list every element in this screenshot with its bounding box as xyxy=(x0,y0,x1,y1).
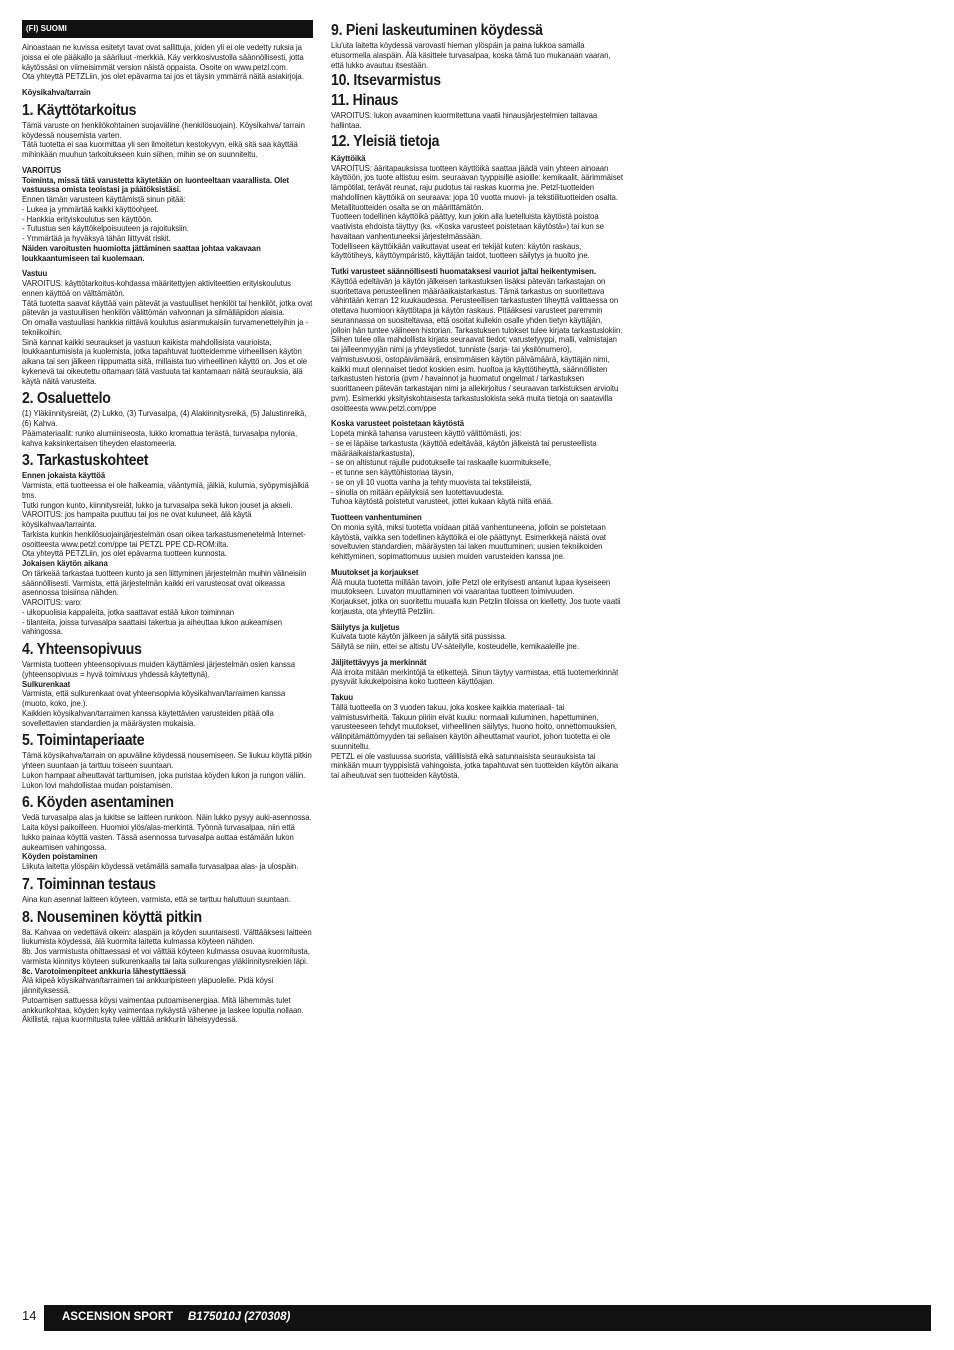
section-title: 8. Nouseminen köyttä pitkin xyxy=(22,908,202,926)
warning-text: Toiminta, missä tätä varustetta käytetään on luonteeltaan vaarallista. Olet vastuussa omista teoistasi ja päätöksistäsi. xyxy=(22,175,290,195)
footer-bar xyxy=(44,1305,931,1331)
paragraph: Tätä tuotetta ei saa kuormittaa yli sen ilmoitetun kestokyvyn, eikä sitä saa käyttää mihinkään muuhun tarkoitukseen kuin siihen, mihin se on suunniteltu. xyxy=(22,140,298,159)
paragraph: Vedä turvasalpa alas ja lukitse se laitteen runkoon. Näin lukko pysyy auki-asennossa. xyxy=(22,813,312,823)
paragraph: Älä muuta tuotetta millään tavoin, jolle Petzl ole erityisesti antanut lupaa kyseiseen muutokseen. Luvaton muuttaminen voi vaarantaa tuotteen toimivuuden. xyxy=(331,577,611,597)
paragraph: Lukon hampaat aiheuttavat tarttumisen, joka puristaa köyden lukon ja rungon väliin. Lukon lovi mahdollistaa mudan poistamisen. xyxy=(22,770,306,790)
paragraph: VAROITUS: ääritapauksissa tuotteen käyttöikä saattaa jäädä vain yhteen ainoaan käyttöön, jos tuote altistuu esim. seuraavan tyyppisille asioille: kemikaalit, äärimmäiset lämpötilat, terävät reunat, raju pudotus tai raskas kuorma jne. Petzl-tuotteiden mahdollinen käyttöikä on seuraava: jopa 10 vuotta muovi- ja tekstiilituotteiden osalta. Metallituotteiden osalta se on määrittämätön. xyxy=(331,163,623,212)
section-title: 2. Osaluettelo xyxy=(22,390,111,408)
list-item: - se ei läpäise tarkastusta (käyttöä edeltävää, käytön jälkeistä tai perusteellista määräaikaistarkastusta), xyxy=(331,438,597,458)
subheading: Vastuu xyxy=(22,269,48,279)
section-title: 12. Yleisiä tietoja xyxy=(331,132,440,150)
document-reference: B175010J (270308) xyxy=(188,1311,291,1323)
paragraph: Tutki rungon kunto, kiinnitysreiät, lukko ja turvasalpa sekä lukon jouset ja akseli. xyxy=(22,500,293,510)
list-item: - sinulla on mitään epäilyksiä sen luotettavuudesta. xyxy=(331,487,504,497)
paragraph: On omalla vastuullasi hankkia riittävä koulutus asianmukaisiin turvamenettelyihin ja -tekniikoihin. xyxy=(22,318,309,337)
paragraph: Älä irroita mitään merkintöjä ta etikettejä. Sinun täytyy varmistaa, että tuotemerkinnät pysyvät lukukelpoisina koko tuotteen käyttöajan. xyxy=(331,667,619,687)
list-item: - ulkopuolisia kappaleita, jotka saattavat estää lukon toiminnan xyxy=(22,607,235,617)
left-column xyxy=(22,20,313,1025)
subheading: Jokaisen käytön aikana xyxy=(22,559,108,568)
paragraph: VAROITUS: jos hampaita puuttuu tai jos ne ovat kuluneet, älä käytä köysikahvaa/tarrainta. xyxy=(22,510,252,529)
subheading: VAROITUS xyxy=(22,165,62,175)
subheading: 8c. Varotoimenpiteet ankkuria lähestyttäessä xyxy=(22,966,186,976)
paragraph: Tämä köysikahva/tarrain on apuväline köydessä nousemiseen. Se liukuu köyttä pitkin yhteen suuntaan ja tarttuu toiseen suuntaan. xyxy=(22,751,312,770)
section-title: 1. Käyttötarkoitus xyxy=(22,101,137,119)
subheading: Muutokset ja korjaukset xyxy=(331,567,419,577)
list-item: - se on altistunut rajulle pudotukselle tai raskaalle kuormitukselle, xyxy=(331,458,551,468)
paragraph: Tätä tuotetta saavat käyttää vain pätevät ja vastuulliset henkilöt tai henkilöt, jotka ovat pätevän ja vastuullisen henkilön välittömän valvonnan ja silmälläpidon alaisia. xyxy=(22,298,313,318)
paragraph: Laita köysi paikoilleen. Huomioi ylös/alas-merkintä. Työnnä turvasalpaa, niin että lukko painaa köyttä vasten. Tässä asennossa turvasalpa auttaa estämään lukon aukeamisen vahingossa. xyxy=(22,823,295,852)
subheading: Tutki varusteet säännöllisesti huomataksesi vauriot ja/tai heikentymisen. xyxy=(331,267,596,276)
paragraph: Kaikkien köysikahvan/tarraimen kanssa käytettävien varusteiden pitää olla sovellettavien standardien ja määräysten mukaisia. xyxy=(22,708,274,728)
list-item: - tilanteita, joissa turvasalpa saattaisi takertua ja aiheuttaa lukon aukeamisen vahingossa. xyxy=(22,617,283,637)
paragraph: Tuotteen todellinen käyttöikä päättyy, kun jokin alla luetelluista käytöstä poistoa vaativista ehdoista täyttyy (ks. «Koska varusteet poistetaan käytöstä») tai kun se havaitaan vanhentuneeksi järjestelmässään. xyxy=(331,212,604,241)
subheading: Koska varusteet poistetaan käytöstä xyxy=(331,419,465,429)
paragraph: Aina kun asennat laitteen köyteen, varmista, että se tarttuu haluttuun suuntaan. xyxy=(22,894,291,904)
paragraph: VAROITUS: lukon avaaminen kuormitettuna vaatii hinausjärjestelmien taitavaa hallintaa. xyxy=(331,111,598,130)
subheading: Säilytys ja kuljetus xyxy=(331,622,400,632)
paragraph: Varmista, että sulkurenkaat ovat yhteensopivia köysikahvan/tarraimen kanssa (muoto, koko, jne.). xyxy=(22,689,286,708)
section-title: 11. Hinaus xyxy=(331,92,399,110)
paragraph: VAROITUS: varo: xyxy=(22,598,83,607)
paragraph: Korjaukset, jotka on suoritettu muualla kuin Petzlin tiloissa on kielletty. Jos tuote vaatii korjausta, ota yhteyttä Petzliin. xyxy=(331,597,621,616)
paragraph: Varmista tuotteen yhteensopivuus muiden käyttämiesi järjestelmän osien kanssa (yhteensopivuus = hyvä toimivuus yhdessä käytettynä). xyxy=(22,660,296,679)
paragraph: Tuhoa käytöstä poistetut varusteet, jottei kukaan käytä niitä enää. xyxy=(331,497,553,507)
paragraph: Äkillistä, rajua kuormitusta tulee välttää ankkurin läheisyydessä. xyxy=(22,1015,238,1025)
intro-paragraph: Ota yhteyttä PETZLiin, jos olet epävarma tai jos et täysin ymmärrä näitä asiakirjoja. xyxy=(22,72,304,82)
paragraph: Älä kiipeä köysikahvan/tarraimen tai ankkuripisteen yläpuolelle. Pidä köysi jännityksessä. xyxy=(22,976,274,995)
warning-text: Näiden varoitusten huomiotta jättäminen saattaa johtaa vakavaan loukkaantumiseen tai kuolemaan. xyxy=(22,243,261,263)
paragraph: Varmista, että tuotteessa ei ole halkeamia, vääntymiä, jälkiä, kulumia, syöpymisjälkiä tms. xyxy=(22,481,309,500)
paragraph: Sinä kannat kaikki seuraukset ja vastuun kaikista mahdollisista vaurioista, loukkaantumisista ja kuolemista, jotka tapahtuvat tuotteidemme virheellisen käytön aikana tai sen jälkeen riippumatta siitä, millaista tuo virheellinen käyttö on. Jos et ole kykenevä tai oikeutettu ottamaan tätä vastuuta tai kantamaan näitä seurauksia, älä käytä näitä varusteita. xyxy=(22,337,308,386)
subheading: Käyttöikä xyxy=(331,153,366,163)
paragraph: PETZL ei ole vastuussa suorista, välillisistä eikä satunnaisista seurauksista tai minkään muun tyyppisistä vahingoista, jotka tapahtuvat sen tuotteiden käytön aikana tai aiheutuvat sen tuotteiden käytöstä. xyxy=(331,751,619,780)
list-item: - et tunne sen käyttöhistoriaa täysin, xyxy=(331,468,454,477)
paragraph: 8a. Kahvaa on vedettävä oikein: alaspäin ja köyden suuntaisesti. Välttääksesi laitteen liukumista köydessä, älä kuormita laitetta kulmassa köyteen nähden. xyxy=(22,927,312,947)
paragraph: Ota yhteyttä PETZLiin, jos olet epävarma tuotteen kunnosta. xyxy=(22,549,227,559)
intro-paragraph: Ainoastaan ne kuvissa esitetyt tavat ovat sallittuja, joiden yli ei ole vedetty ruksia ja joissa ei ole pääkallo ja sääriluut -merkkiä. Käy verkkosivustolla säännöllisesti, jotta käytössäsi on viimeisimmät version näistä oppaista. Osoite on www.petzl.com. xyxy=(22,43,304,72)
paragraph: Liu'uta laitetta köydessä varovasti hieman ylöspäin ja paina lukkoa samalla etusormella alaspäin. Älä käsittele turvasalpaa, koska tämä tuo mukanaan vaaran, että lukko avautuu itsestään. xyxy=(331,41,611,70)
subheading: Sulkurenkaat xyxy=(22,679,71,689)
paragraph: 8b. Jos varmistusta ohittaessasi et voi välttää köyteen kulmassa osuvaa kuormitusta, varmista kiinnitys köyteen sulkurenkaalla tai laita sulkurengas yläkiinnitysreikien läpi. xyxy=(22,947,310,966)
product-name: ASCENSION SPORT xyxy=(62,1311,174,1323)
paragraph: Tällä tuotteella on 3 vuoden takuu, joka koskee kaikkia materiaali- tai valmistusvirheitä. Takuun piiriin eivät kuulu: normaali kuluminen, hapettuminen, varusteeseen tehdyt muutokset, virheellinen säilytys, huono hoito, onnettomuuksien, välinpitämättömyyden tai sellaisen käytön aiheuttamat vauriot, johon tuotetta ei ole suunniteltu. xyxy=(331,702,617,751)
subheading: Takuu xyxy=(331,693,354,702)
section-title: 7. Toiminnan testaus xyxy=(22,875,156,893)
paragraph: Päämateriaalit: runko alumiiniseosta, lukko kromattua terästä, turvasalpa nylonia, kahva kaksinkertaisen tiheyden elastomeeria. xyxy=(22,428,298,448)
section-title: 9. Pieni laskeutuminen köydessä xyxy=(331,22,543,39)
list-item: - Tutustua sen käyttökelpoisuuteen ja rajoituksiin. xyxy=(22,224,189,234)
paragraph: Lopeta minkä tahansa varusteen käyttö välittömästi, jos: xyxy=(331,429,522,438)
page-number: 14 xyxy=(22,1308,37,1323)
paragraph: On tärkeää tarkastaa tuotteen kunto ja sen liittyminen järjestelmän muihin välineisiin säännöllisesti. Varmista, että järjestelmän kaikki eri varusteosat ovat oikeassa asennossa toisiinsa nähden. xyxy=(22,568,307,598)
paragraph: Säilytä se niin, ettei se altistu UV-säteilylle, kosteudelle, kemikaaleille jne. xyxy=(331,642,579,651)
paragraph: Ennen tämän varusteen käyttämistä sinun pitää: xyxy=(22,195,186,204)
list-item: - Lukea ja ymmärtää kaikki käyttöohjeet. xyxy=(22,204,159,214)
list-item: - se on yli 10 vuotta vanha ja tehty muovista tai tekstiileistä, xyxy=(331,477,532,487)
paragraph: On monia syitä, miksi tuotetta voidaan pitää vanhentuneena, jolloin se poistetaan käytöstä, vaikka sen todellinen käyttöikä ei ole päättynyt. Esimerkkejä näistä ovat soveltuvien standardien, määräysten tai laken muuttuminen; uusien tekniikoiden kehittyminen, sopimattomuus uusien muiden varusteiden kanssa jne. xyxy=(331,522,607,561)
paragraph: Kuivata tuote käytön jälkeen ja säilytä sitä pussissa. xyxy=(331,632,507,642)
paragraph: Käyttöä edeltävän ja käytön jälkeisen tarkastuksen lisäksi pätevän tarkastajan on suoritettava perusteellinen määräaikaistarkastus. Tämä tarkastus on suoritettava vähintään kerran 12 kuukaudessa. Perusteellisen tarkastusten tiheyttä valittaessa on otettava huomioon käyttötapa ja käytön raskaus. Pitääksesi varusteet paremmin seurannassa on suositeltavaa, että osoitat kullekin osalle yhden tietyn käyttäjän, jolloin hän tuntee välineen historian. Tarkastuksen tulokset tulee kirjata tarkastuslokiin. Siihen tulee olla mahdollista kirjata seuraavat tiedot: varustetyyppi, malli, valmistajan tai jälleenmyyjän nimi ja yhteystiedot, tunniste (sarja- tai yksilönumero), valmistusvuosi, ostopäivämäärä, ensimmäisen käytön päivämäärä, käyttäjän nimi, kaikki muut olennaiset tiedot koskien esim. huoltoa ja käyttötiheyttä, säännöllisten tarkastusten historia (pvm / havainnot ja huomatut ongelmat / tarkastuksen suorittaneen pätevän tarkastajan nimi ja allekirjoitus / seuraavan tarkistuksen arvioitu pvm). Esimerkki yksityiskohtaisesta tarkastuslokista sekä muita tietoja on saatavilla osoitteesta www.petzl.com/ppe xyxy=(331,276,623,413)
section-title: 10. Itsevarmistus xyxy=(331,72,441,90)
subheading: Ennen jokaista käyttöä xyxy=(22,471,106,481)
section-title: 6. Köyden asentaminen xyxy=(22,794,174,812)
product-type: Köysikahva/tarrain xyxy=(22,88,91,97)
paragraph: Putoamisen sattuessa köysi vaimentaa putoamisenergiaa. Mitä lähemmäs tulet ankkurikohtaa, köyden kyky vaimentaa nykäystä vähenee ja laskee lopulta nollaan. xyxy=(22,995,304,1015)
right-column xyxy=(331,20,624,781)
list-item: - Hankkia erityiskoulutus sen käyttöön. xyxy=(22,214,153,224)
paragraph: Tarkista kunkin henkilösuojainjärjestelmän osan oikea tarkastusmenetelmä Internet-osoitteesta www.petzl.com/ppe tai PETZL PPE CD-ROM:ilta. xyxy=(22,529,306,549)
section-title: 3. Tarkastuskohteet xyxy=(22,452,149,470)
subheading: Jäljitettävyys ja merkinnät xyxy=(331,657,427,667)
subheading: Köyden poistaminen xyxy=(22,852,98,862)
paragraph: (1) Yläkiinnitysreiät, (2) Lukko, (3) Turvasalpa, (4) Alakiinnitysreikä, (5) Jalustinreikä, (6) Kahva. xyxy=(22,409,307,428)
subheading: Tuotteen vanhentuminen xyxy=(331,513,422,522)
section-title: 4. Yhteensopivuus xyxy=(22,641,142,658)
language-header: (FI) SUOMI xyxy=(22,20,313,38)
paragraph: Liikuta laitetta ylöspäin köydessä vetämällä samalla turvasalpaa alas- ja ulospäin. xyxy=(22,862,299,871)
list-item: - Ymmärtää ja hyväksyä tähän liittyvät riskit. xyxy=(22,234,171,243)
paragraph: Todelliseen käyttöikään vaikuttavat useat eri tekijät kuten: käytön raskaus, käyttötiheys, käyttöympäristö, käyttäjän taidot, tuotteen säilytys ja huolto jne. xyxy=(331,241,590,261)
paragraph: VAROITUS: käyttötarkoitus-kohdassa määritettyjen aktiviteettien erityiskoulutus ennen käyttöä on välttämätön. xyxy=(22,279,291,298)
section-title: 5. Toimintaperiaate xyxy=(22,732,145,750)
paragraph: Tämä varuste on henkilökohtainen suojaväline (henkilösuojain). Köysikahva/ tarrain köydessä nousemista varten. xyxy=(22,120,305,140)
